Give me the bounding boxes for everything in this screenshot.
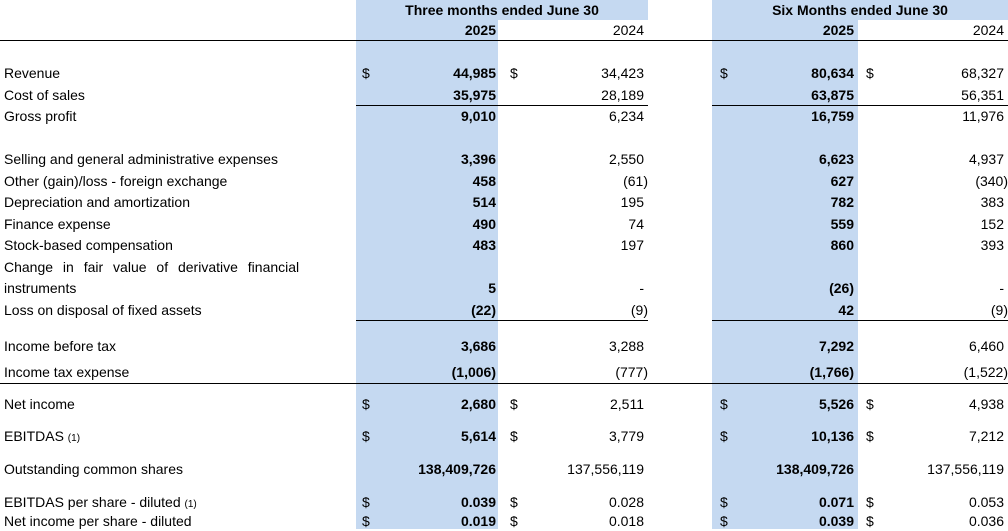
- row-label: Selling and general administrative expenses: [4, 151, 278, 167]
- row-label: Net income per share - diluted: [4, 513, 192, 529]
- value-q-2024: 0.018: [608, 513, 644, 529]
- year-header-h-2024: 2024: [972, 22, 1004, 38]
- table-row-fx: [0, 171, 1008, 191]
- value-h-2024: 152: [980, 216, 1004, 232]
- row-label-text: EBITDAS: [4, 428, 64, 444]
- value-q-2025: (22): [471, 302, 496, 318]
- row-label: Cost of sales: [4, 87, 85, 103]
- value-q-2025: 514: [472, 194, 496, 210]
- year-header-h-2025: 2025: [822, 22, 854, 38]
- currency-symbol: $: [866, 65, 874, 81]
- table-row-revenue: [0, 63, 1008, 83]
- value-h-2025: 0.071: [818, 494, 854, 510]
- table-row-income-tax: [0, 362, 1008, 382]
- value-q-2025: 9,010: [460, 108, 496, 124]
- value-q-2025: 44,985: [453, 65, 496, 81]
- value-q-2025: 5: [488, 280, 496, 296]
- currency-symbol: $: [362, 396, 370, 412]
- value-q-2025: (1,006): [451, 364, 496, 380]
- value-h-2025: (26): [829, 280, 854, 296]
- currency-symbol: $: [362, 494, 370, 510]
- value-h-2025: 80,634: [811, 65, 854, 81]
- value-h-2024: (1,522): [963, 364, 1008, 380]
- value-h-2024: 0.036: [968, 513, 1004, 529]
- currency-symbol: $: [866, 396, 874, 412]
- six-months-header: Six Months ended June 30: [772, 2, 948, 18]
- value-h-2025: 42: [838, 302, 854, 318]
- value-h-2025: 138,409,726: [776, 461, 854, 477]
- value-h-2025: 5,526: [818, 396, 854, 412]
- currency-symbol: $: [866, 513, 874, 529]
- currency-symbol: $: [720, 396, 728, 412]
- row-label: Change in fair value of derivative financial: [4, 259, 300, 275]
- value-q-2025: 138,409,726: [418, 461, 496, 477]
- value-h-2024: (9): [990, 302, 1008, 318]
- table-row-gross-profit: [0, 106, 1008, 126]
- value-q-2024: 195: [620, 194, 644, 210]
- value-h-2024: 383: [980, 194, 1004, 210]
- table-row-ebitdas: [0, 426, 1008, 446]
- table-row-sga: [0, 149, 1008, 169]
- footnote-marker: (1): [184, 499, 197, 510]
- value-q-2024: 34,423: [601, 65, 644, 81]
- value-q-2024: 2,511: [610, 396, 644, 412]
- value-h-2025: 0.039: [818, 513, 854, 529]
- currency-symbol: $: [362, 65, 370, 81]
- value-h-2025: 627: [830, 173, 854, 189]
- year-header-q-2024: 2024: [612, 22, 644, 38]
- row-label: instruments: [4, 280, 77, 296]
- value-h-2024: 4,937: [968, 151, 1004, 167]
- table-row-net-income: [0, 394, 1008, 414]
- subtotal-rule: [712, 320, 1008, 321]
- value-q-2025: 3,396: [460, 151, 496, 167]
- row-label: Depreciation and amortization: [4, 194, 190, 210]
- value-h-2025: 559: [830, 216, 854, 232]
- row-label: Gross profit: [4, 108, 77, 124]
- currency-symbol: $: [866, 494, 874, 510]
- row-label: Revenue: [4, 65, 61, 81]
- currency-symbol: $: [362, 513, 370, 529]
- table-row-disposal: [0, 300, 1008, 320]
- row-label: Loss on disposal of fixed assets: [4, 302, 202, 318]
- value-q-2025: 2,680: [460, 396, 496, 412]
- value-h-2024: 11,976: [962, 108, 1004, 124]
- value-q-2024: 3,288: [608, 338, 644, 354]
- value-h-2024: 393: [980, 237, 1004, 253]
- row-label: [4, 426, 80, 449]
- value-q-2024: 28,189: [601, 87, 644, 103]
- three-months-header: Three months ended June 30: [405, 2, 599, 18]
- table-row-outstanding-shares: [0, 459, 1008, 479]
- value-h-2024: 137,556,119: [927, 461, 1004, 477]
- value-q-2025: 3,686: [460, 338, 496, 354]
- value-h-2024: 0.053: [968, 494, 1004, 510]
- value-q-2024: (61): [623, 173, 648, 189]
- value-q-2025: 5,614: [460, 428, 496, 444]
- table-row-income-before-tax: [0, 336, 1008, 356]
- value-q-2025: 458: [472, 173, 496, 189]
- value-h-2024: 56,351: [961, 87, 1004, 103]
- value-h-2025: 6,623: [818, 151, 854, 167]
- header-rule: [0, 40, 1008, 41]
- value-q-2025: 483: [472, 237, 496, 253]
- table-row-derivative: [0, 278, 1008, 298]
- value-q-2024: 6,234: [608, 108, 644, 124]
- currency-symbol: $: [510, 513, 518, 529]
- row-label-text: EBITDAS per share - diluted: [4, 494, 181, 510]
- currency-symbol: $: [720, 513, 728, 529]
- table-row-depreciation: [0, 192, 1008, 212]
- value-q-2024: 74: [628, 216, 644, 232]
- footnote-marker: (1): [67, 433, 81, 444]
- value-h-2024: 7,212: [968, 428, 1004, 444]
- table-row-cost-of-sales: [0, 85, 1008, 105]
- value-h-2024: 68,327: [961, 65, 1004, 81]
- value-q-2024: 3,779: [608, 428, 644, 444]
- value-q-2024: 137,556,119: [567, 461, 644, 477]
- table-row-net-income-per-share: [0, 511, 1008, 531]
- value-h-2025: (1,766): [809, 364, 854, 380]
- year-header-q-2025: 2025: [464, 22, 496, 38]
- value-q-2024: (9): [630, 302, 648, 318]
- currency-symbol: $: [510, 65, 518, 81]
- value-q-2024: 2,550: [608, 151, 644, 167]
- value-q-2025: 0.039: [460, 494, 496, 510]
- value-h-2025: 63,875: [811, 87, 854, 103]
- row-label: Income before tax: [4, 338, 117, 354]
- value-h-2025: 860: [830, 237, 854, 253]
- value-q-2025: 35,975: [453, 87, 496, 103]
- currency-symbol: $: [510, 494, 518, 510]
- value-q-2024: -: [639, 280, 644, 296]
- currency-symbol: $: [720, 428, 728, 444]
- value-h-2025: 782: [830, 194, 854, 210]
- subtotal-rule: [356, 320, 648, 321]
- currency-symbol: $: [510, 428, 518, 444]
- value-q-2025: 490: [472, 216, 496, 232]
- table-row-stock-based-compensation: [0, 235, 1008, 255]
- currency-symbol: $: [510, 396, 518, 412]
- currency-symbol: $: [866, 428, 874, 444]
- row-label: Net income: [4, 396, 75, 412]
- value-q-2025: 0.019: [460, 513, 496, 529]
- value-h-2025: 10,136: [811, 428, 854, 444]
- currency-symbol: $: [720, 65, 728, 81]
- row-label: Other (gain)/loss - foreign exchange: [4, 173, 228, 189]
- currency-symbol: $: [362, 428, 370, 444]
- value-h-2024: (340): [975, 173, 1008, 189]
- row-label: Stock-based compensation: [4, 237, 173, 253]
- row-label: Income tax expense: [4, 364, 130, 380]
- value-h-2025: 16,759: [811, 108, 854, 124]
- currency-symbol: $: [720, 494, 728, 510]
- value-h-2024: 4,938: [968, 396, 1004, 412]
- value-q-2024: 197: [620, 237, 644, 253]
- row-label: Outstanding common shares: [4, 461, 183, 477]
- row-label: Finance expense: [4, 216, 111, 232]
- value-h-2025: 7,292: [818, 338, 854, 354]
- table-row-derivative-label: [0, 257, 1008, 277]
- value-h-2024: 6,460: [968, 338, 1004, 354]
- value-q-2024: (777): [615, 364, 648, 380]
- section-rule: [0, 383, 1008, 384]
- value-h-2024: -: [999, 280, 1004, 296]
- table-row-ebitdas-per-share: [0, 492, 1008, 512]
- table-row-finance-expense: [0, 214, 1008, 234]
- value-q-2024: 0.028: [608, 494, 644, 510]
